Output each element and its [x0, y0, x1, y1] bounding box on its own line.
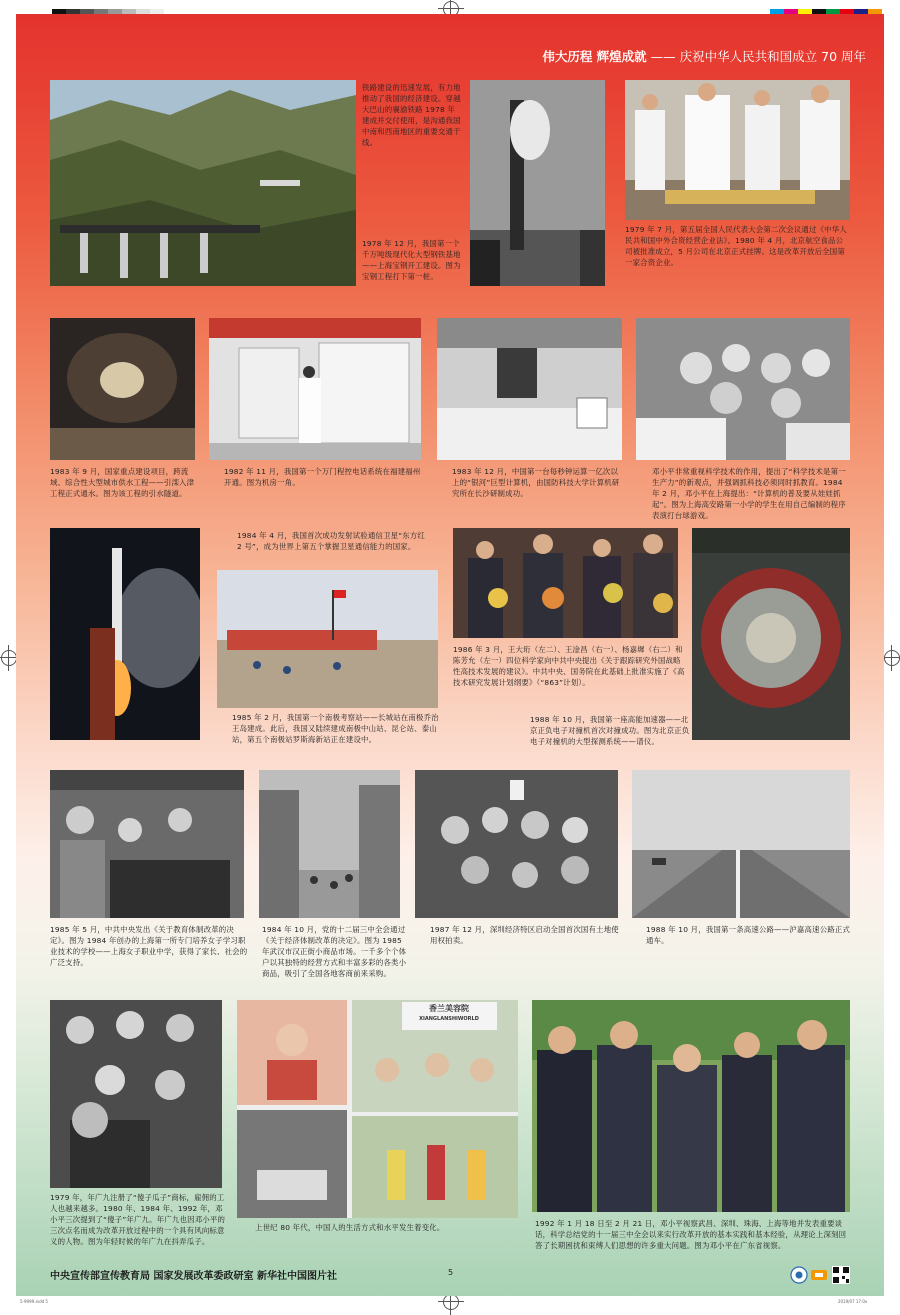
crop-mark-right [884, 650, 900, 666]
photo-shazi [50, 1000, 222, 1188]
qr-code-icon [832, 1266, 850, 1284]
photo-railway [50, 80, 356, 286]
photo-wuhan-market [259, 770, 400, 918]
logo-emblem-icon [790, 1266, 808, 1284]
caption-telephone: 1982 年 11 月，我国第一个万门程控电话系统在福建福州开通。图为机房一角。 [224, 467, 421, 487]
shop-sign-chinese: 香兰美容院 [429, 1004, 469, 1013]
poster-header [542, 47, 866, 65]
caption-collider: 1988 年 10 月，我国第一座高能加速器——北京正负电子对撞机首次对撞成功。图为北京正负电子对撞机的大型探测系统——谱仪。 [530, 715, 690, 746]
caption-south-tour: 1992 年 1 月 18 日至 2 月 21 日，邓小平视察武昌、深圳、珠海、上海等地并发表重要谈话，科学总结党的十一届三中全会以来实行改革开放的基本实践和基本经验，从理论上深刻回答了长期困扰和束缚人们思想的许多重大问题。图为邓小平在广东省视察。 [535, 1219, 847, 1250]
photo-education [50, 770, 244, 918]
photo-jointventure [625, 80, 850, 220]
photo-telephone [209, 318, 421, 460]
caption-baosteel: 1978 年 12 月，我国第一个千万吨级现代化大型钢铁基地——上海宝钢开工建设。图为宝钢工程打下第一桩。 [362, 239, 461, 281]
photo-yinhe [437, 318, 622, 460]
photo-satellite [50, 528, 200, 740]
print-color-bar-right [770, 2, 882, 10]
print-mark-left: 5-9999.indd 5 [20, 1299, 48, 1304]
photo-land-auction [415, 770, 618, 918]
photo-south-tour [532, 1000, 850, 1212]
photo-eighties-collage [237, 1000, 518, 1218]
caption-shazi: 1979 年，年广九注册了“傻子瓜子”商标，雇佣的工人也越来越多。1980 年、1984 年、1992 年，邓小平三次提到了“傻子”年广九。年广九也因邓小平的三次点名而成为改革开放过程中的一个具有风向标意义的人物。图为年轻时候的年广九在抖弄瓜子。 [50, 1193, 226, 1246]
caption-eighties: 上世纪 80 年代，中国人的生活方式和水平发生着变化。 [255, 1223, 445, 1232]
photo-expressway [632, 770, 850, 918]
crop-mark-left [1, 650, 17, 666]
photo-antarctic [217, 570, 438, 708]
caption-yinhe: 1983 年 12 月，中国第一台每秒钟运算一亿次以上的“银河”巨型计算机，由国防科技大学计算机研究所在长沙研制成功。 [452, 467, 620, 498]
print-color-bar-left [52, 2, 178, 10]
caption-education: 1985 年 5 月，中共中央发出《关于教育体制改革的决定》。图为 1984 年创办的上海第一所专门培养女子学习职业技术的学校——上海女子职业中学，获得了家长、社会的广泛支持。 [50, 925, 248, 967]
caption-computer-kids: 邓小平非常重视科学技术的作用，提出了“科学技术是第一生产力”的新观点，并强调抓科技必须同时抓教育。1984 年 2 月，邓小平在上海提出：“计算机的普及要从娃娃抓起”。图为上海高安路第一小学的学生在用自己编制的程序表演打台球游戏。 [652, 467, 846, 520]
caption-expressway: 1988 年 10 月，我国第一条高速公路——沪嘉高速公路正式通车。 [646, 925, 851, 945]
print-mark-right: 2019/07 17:0x [838, 1299, 868, 1304]
caption-wuhan-market: 1984 年 10 月，党的十二届三中全会通过《关于经济体制改革的决定》。图为 1985 年武汉市汉正街小商品市场。一千多个个体户以其独特的经营方式和丰富多彩的各类小商品，吸引了全国各地客商前来采购。 [262, 925, 407, 978]
logo-icon [810, 1266, 828, 1284]
shop-sign-pinyin: XIANGLANSHIWORLD [419, 1016, 479, 1022]
crop-mark-bottom [443, 1294, 459, 1310]
caption-antarctic: 1985 年 2 月，我国第一个南极考察站——长城站在南极乔治王岛建成。此后，我国又陆续建成南极中山站、昆仑站、泰山站，第五个南极站罗斯海新站正在建设中。 [232, 713, 439, 744]
page-number: 5 [448, 1268, 454, 1277]
caption-luanhe: 1983 年 9 月，国家重点建设项目，跨流域、综合性大型城市供水工程——引滦入津工程正式通水。图为该工程的引水隧道。 [50, 467, 195, 498]
caption-scientists: 1986 年 3 月，王大珩（左二）、王淦昌（右一）、杨嘉墀（右二）和陈芳允（左一）四位科学家向中共中央提出《关于跟踪研究外国战略性高技术发展的建议》。中共中央、国务院在此基础上批准实施了《高技术研究发展计划纲要》（“863”计划）。 [453, 645, 685, 687]
photo-luanhe [50, 318, 195, 460]
caption-land-auction: 1987 年 12 月，深圳经济特区启动全国首次国有土地使用权拍卖。 [430, 925, 619, 945]
header-bold: 伟大历程 辉煌成就 [542, 49, 647, 64]
caption-satellite: 1984 年 4 月，我国首次成功发射试验通信卫星“东方红 2 号”，成为世界上第五个掌握卫星通信能力的国家。 [237, 531, 426, 551]
caption-railway: 铁路建设的迅速发展，有力地推动了我国的经济建设。穿越大巴山的襄渝铁路 1978 年建成并交付使用，是沟通我国中南和西南地区的重要交通干线。 [362, 83, 461, 147]
footer-orgs: 中央宣传部宣传教育局 国家发展改革委政研室 新华社中国图片社 [50, 1271, 337, 1282]
caption-jointventure: 1979 年 7 月，第五届全国人民代表大会第二次会议通过《中华人民共和国中外合资经营企业法》。1980 年 4 月，北京航空食品公司被批准成立，5 月公司在北京正式挂牌。这是改革开放后全国第一家合资企业。 [625, 225, 847, 267]
shop-sign [404, 1004, 494, 1024]
photo-scientists [453, 528, 678, 638]
photo-baosteel [470, 80, 605, 286]
photo-collider [692, 528, 850, 740]
header-subtitle: —— 庆祝中华人民共和国成立 70 周年 [650, 49, 866, 64]
photo-computer-kids [636, 318, 850, 460]
